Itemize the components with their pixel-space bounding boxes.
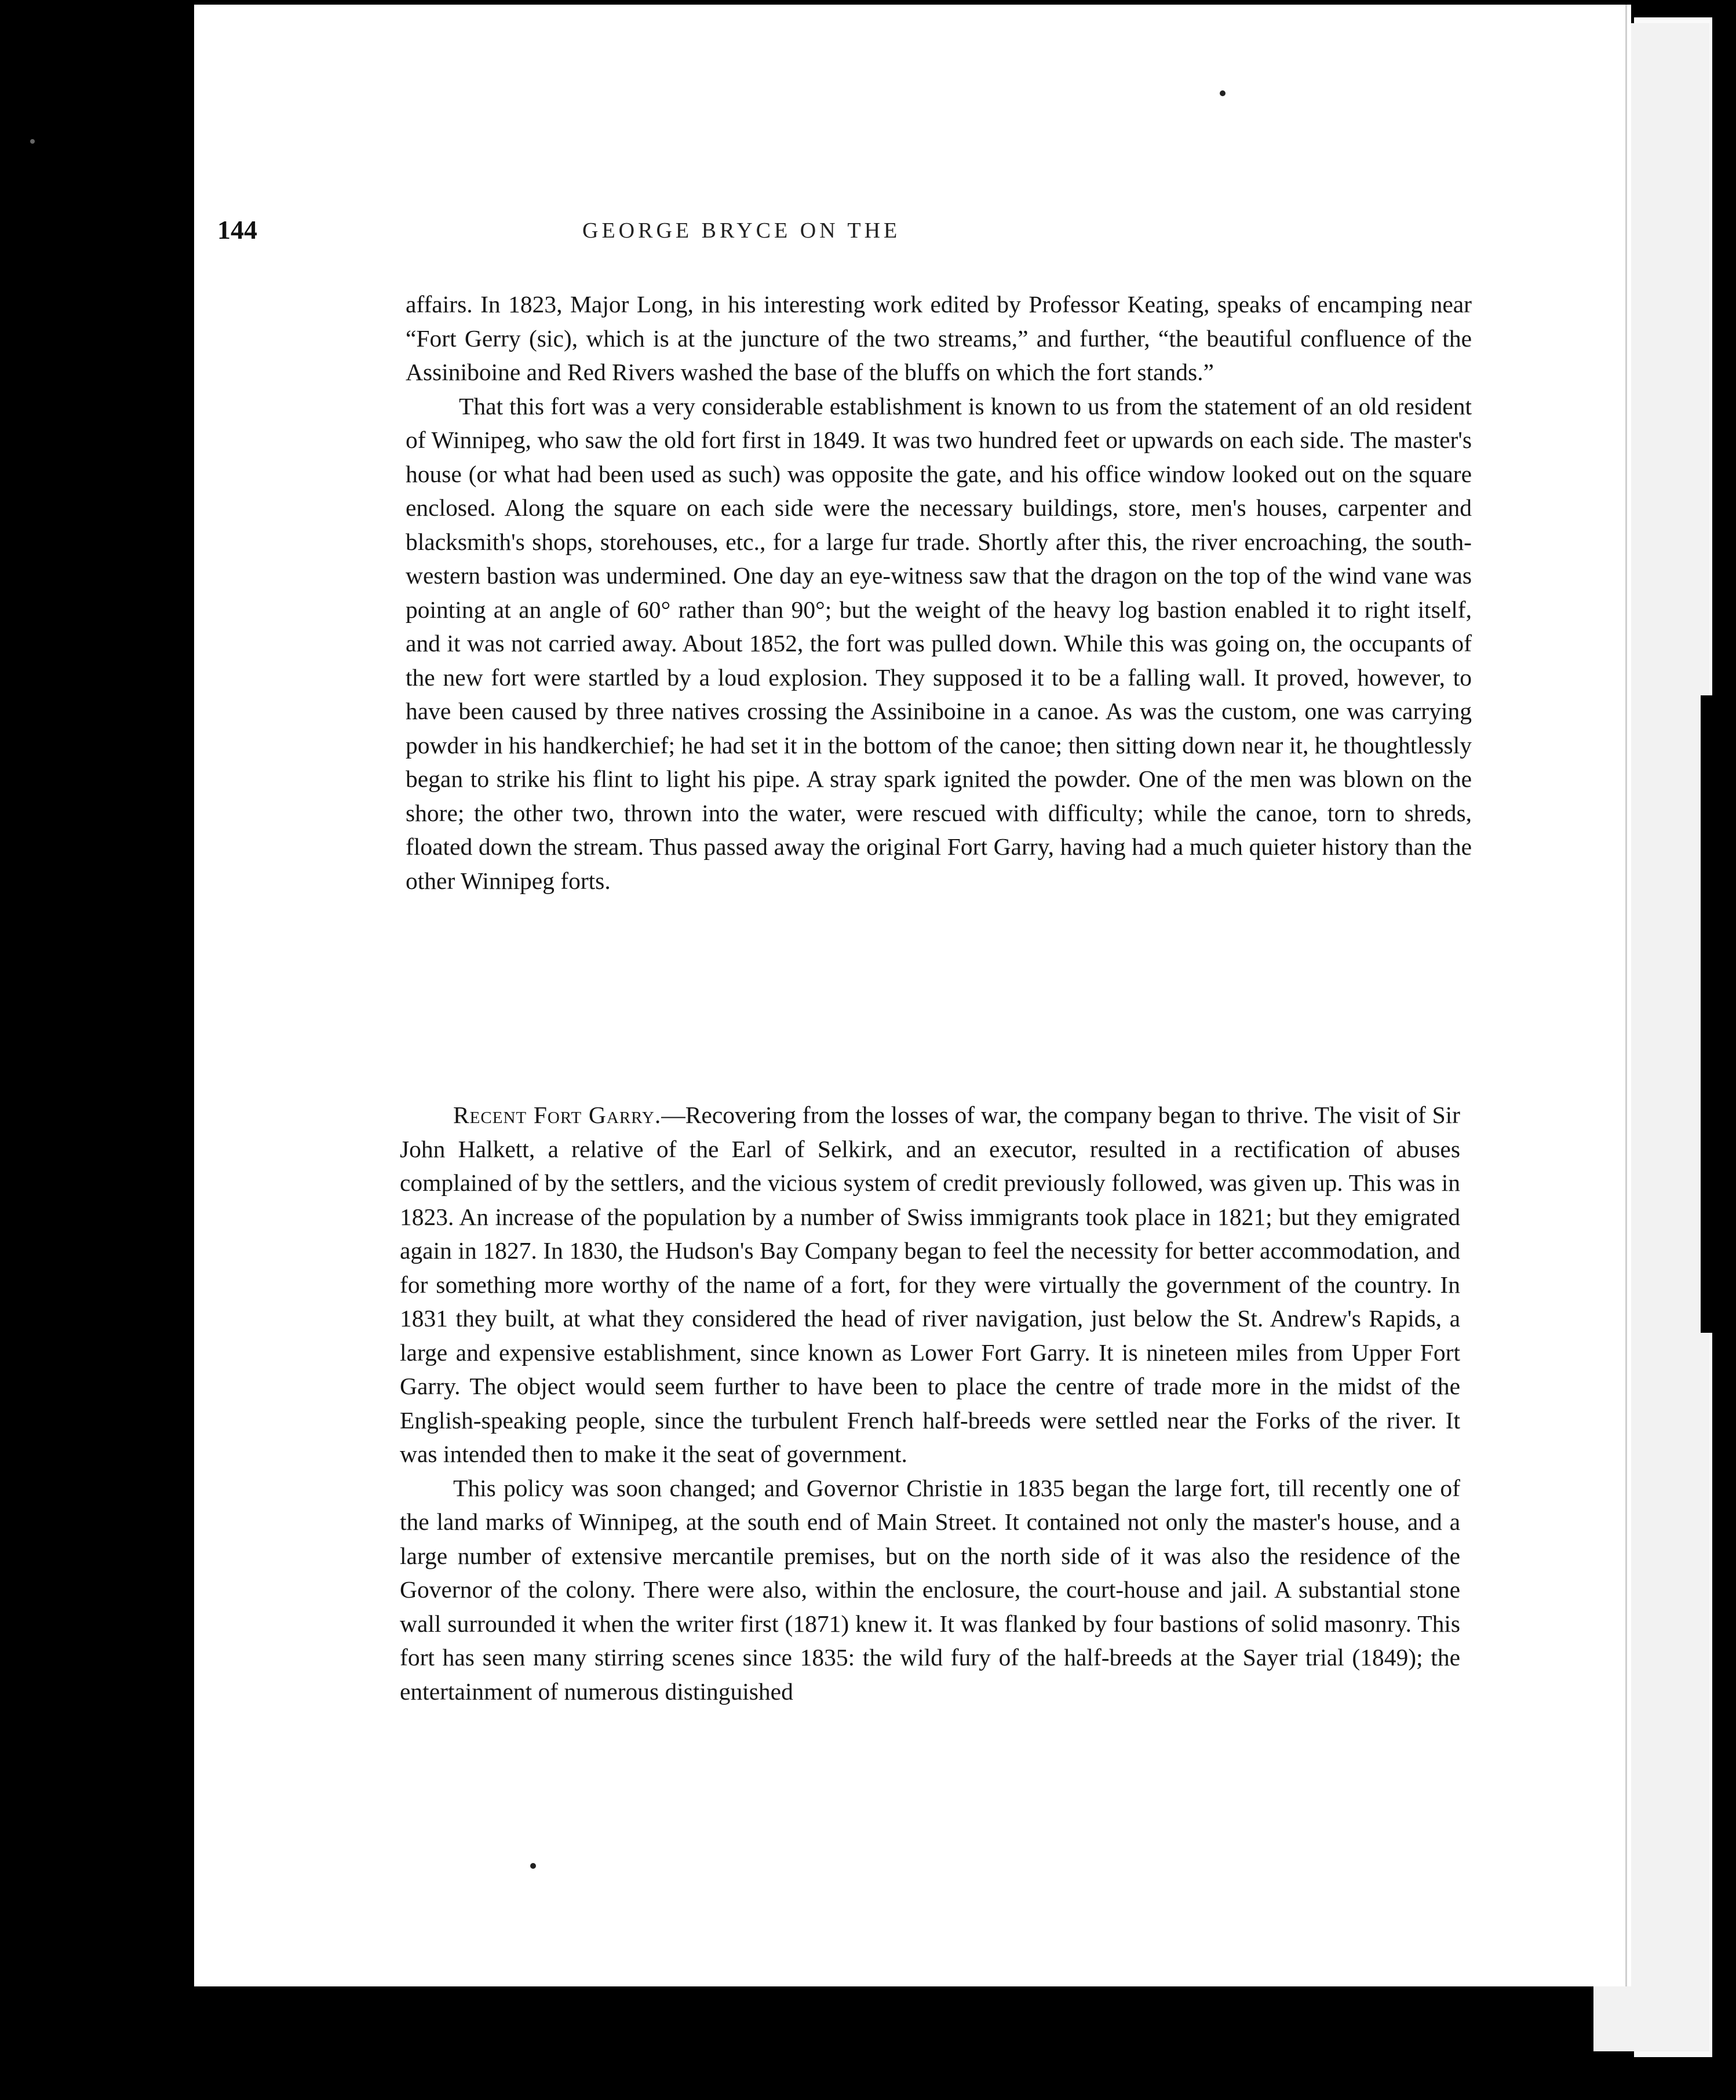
paragraph: That this fort was a very considerable establishment is known to us from the statement of an old resident of Winnipeg, who saw the old fort first in 1849. It was two hundred feet or upwards on each side. The master's house (or what had been used as such) was opposite the gate, and his office window looked out on the square enclosed. Along the square on each side were the necessary buildings, store, men's houses, carpenter and blacksmith's shops, storehouses, etc., for a large fur trade. Shortly after this, the river encroaching, the south-western bastion was undermined. One day an eye-witness saw that the dragon on the top of the wind vane was pointing at an angle of 60° rather than 90°; but the weight of the heavy log bastion enabled it to right itself, and it was not carried away. About 1852, the fort was pulled down. While this was going on, the occupants of the new fort were startled by a loud explosion. They supposed it to be a falling wall. It proved, however, to have been caused by three natives crossing the Assiniboine in a canoe. As was the custom, one was carrying powder in his handkerchief; he had set it in the bottom of the canoe; then sitting down near it, he thoughtlessly began to strike his flint to light his pipe. A stray spark ignited the powder. One of the men was blown on the shore; the other two, thrown into the water, were rescued with difficulty; while the canoe, torn to shreds, floated down the stream. Thus passed away the original Fort Garry, having had a much quieter history than the other Winnipeg forts. xyxy=(406,392,1472,894)
page-number: 144 xyxy=(217,215,257,245)
scan-speck xyxy=(30,139,35,144)
page-edge-line xyxy=(1625,5,1627,1986)
paragraph: This policy was soon changed; and Governor Christie in 1835 began the large fort, till recently one of the land marks of Winnipeg, at the south end of Main Street. It contained not only the master's house, and a large number of extensive mercantile premises, but on the north side of it was also the residence of the Governor of the colony. There were also, within the enclosure, the court-house and jail. A substantial stone wall surrounded it when the writer first (1871) knew it. It was flanked by four bastions of solid masonry. This fort has seen many stirring scenes since 1835: the wild fury of the half-breeds at the Sayer trial (1849); the entertainment of numerous distinguished xyxy=(400,1474,1460,1705)
scan-border-right xyxy=(1712,0,1736,2100)
scan-speck xyxy=(1220,90,1226,96)
scan-speck xyxy=(530,1863,536,1869)
body-text-upper xyxy=(406,287,1472,898)
body-text-lower xyxy=(400,1098,1460,1708)
paragraph: affairs. In 1823, Major Long, in his interesting work edited by Professor Keating, speaks of encamping near “Fort Gerry (sic), which is at the juncture of the two streams,” and further, “the beautiful confluence of the Assiniboine and Red Rivers washed the base of the bluffs on which the fort stands.” xyxy=(406,291,1472,385)
running-head-title: GEORGE BRYCE ON THE xyxy=(582,218,901,243)
section-heading: Recent Fort Garry. xyxy=(453,1102,662,1128)
paragraph xyxy=(400,1098,1460,1471)
paragraph-text: —Recovering from the losses of war, the company began to thrive. The visit of Sir John Halkett, a relative of the Earl of Selkirk, and an executor, resulted in a rectification of abuses complained of by the settlers, and the vicious system of credit previously followed, was given up. This was in 1823. An increase of the population by a number of Swiss immigrants took place in 1821; but they emigrated again in 1827. In 1830, the Hudson's Bay Company began to feel the necessity for better accommodation, and for something more worthy of the name of a fort, for they were virtually the government of the country. In 1831 they built, at what they considered the head of river navigation, just below the St. Andrew's Rapids, a large and expensive establishment, since known as Lower Fort Garry. It is nineteen miles from Upper Fort Garry. The object would seem further to have been to place the centre of trade more in the midst of the English-speaking people, since the turbulent French half-breeds were settled near the Forks of the river. It was intended then to make it the seat of government. xyxy=(400,1102,1460,1467)
running-head xyxy=(0,214,1736,249)
